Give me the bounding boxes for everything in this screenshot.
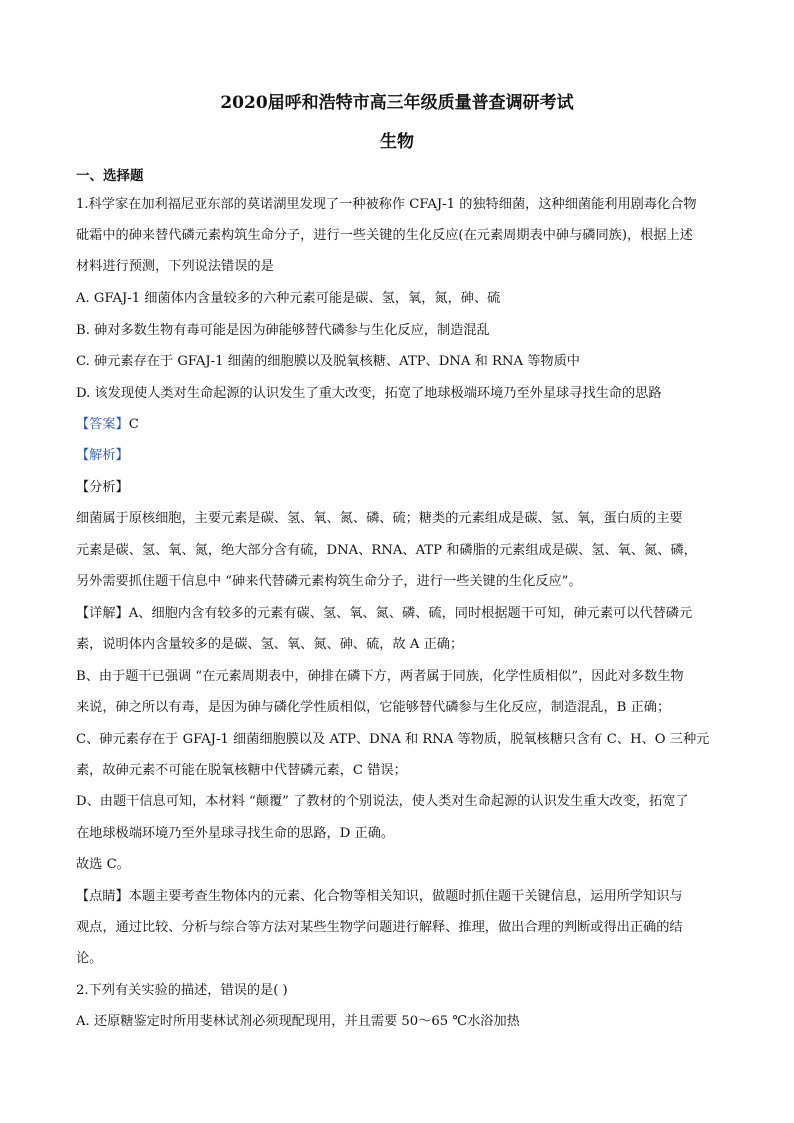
detail-line-8: 在地球极端环境乃至外星球寻找生命的思路，D 正确。	[76, 826, 395, 841]
question-1-option-c: C. 砷元素存在于 GFAJ-1 细菌的细胞膜以及脱氧核糖、ATP、DNA 和 RNA 等物质中	[76, 354, 580, 369]
answer-label: 【答案】	[76, 417, 129, 432]
detail-line-7: D、由题干信息可知，本材料 “颠覆” 了教材的个别说法，使人类对生命起源的认识发生重大改变，拓宽了	[76, 794, 689, 809]
answer-value: C	[128, 417, 139, 432]
exam-title: 2020届呼和浩特市高三年级质量普查调研考试	[220, 93, 574, 113]
analysis-heading: 【分析】	[76, 480, 129, 495]
subject-title: 生物	[380, 132, 414, 152]
tip-line-1: 【点睛】本题主要考查生物体内的元素、化合物等相关知识，做题时抓住题干关键信息，运用所学知识与	[76, 889, 683, 904]
question-1-option-d: D. 该发现使人类对生命起源的认识发生了重大改变，拓宽了地球极端环境乃至外星球寻找生命的思路	[76, 386, 662, 401]
question-1-stem-line-2: 砒霜中的砷来替代磷元素构筑生命分子，进行一些关键的生化反应(在元素周期表中砷与磷同族)，根据上述	[76, 228, 693, 243]
analysis-line-2: 元素是碳、氢、氧、氮，绝大部分含有硫，DNA、RNA、ATP 和磷脂的元素组成是碳、氢、氧、氮、磷，	[76, 543, 697, 558]
analysis-line-3: 另外需要抓住题干信息中 “砷来代替磷元素构筑生命分子，进行一些关键的生化反应”。	[76, 574, 582, 589]
question-1-stem-line-3: 材料进行预测，下列说法错误的是	[76, 259, 274, 274]
detail-line-4: 来说，砷之所以有毒，是因为砷与磷化学性质相似，它能够替代磷参与生化反应，制造混乱，B 正确；	[76, 700, 671, 715]
tip-line-3: 论。	[76, 951, 103, 966]
detail-line-6: 素，故砷元素不可能在脱氧核糖中代替磷元素，C 错误；	[76, 763, 407, 778]
analysis-line-1: 细菌属于原核细胞，主要元素是碳、氢、氧、氮、磷、硫；糖类的元素组成是碳、氢、氧，蛋白质的主要	[76, 511, 683, 526]
question-1-option-a: A. GFAJ-1 细菌体内含量较多的六种元素可能是碳、氢，氧，氮，砷、硫	[76, 291, 501, 306]
answer-line	[76, 416, 726, 434]
question-2-option-a: A. 还原糖鉴定时所用斐林试剂必须现配现用，并且需要 50～65 ℃水浴加热	[76, 1014, 520, 1029]
detail-line-5: C、砷元素存在于 GFAJ-1 细菌细胞膜以及 ATP、DNA 和 RNA 等物质，脱氧核糖只含有 C、H、O 三种元	[76, 732, 710, 747]
analysis-label: 【解析】	[76, 448, 129, 463]
section-heading: 一、选择题	[76, 168, 144, 184]
tip-line-2: 观点，通过比较、分析与综合等方法对某些生物学问题进行解释、推理，做出合理的判断或得出正确的结	[76, 920, 683, 935]
detail-line-3: B、由于题干已强调 “在元素周期表中，砷排在磷下方，两者属于同族，化学性质相似”，因此对多数生物	[76, 669, 684, 684]
choose-line: 故选 C。	[76, 857, 130, 872]
detail-line-2: 素，说明体内含量较多的是碳、氢、氧、氮、砷、硫，故 A 正确；	[76, 637, 464, 652]
detail-line-1: 【详解】A、细胞内含有较多的元素有碳、氢、氧、氮、磷、硫，同时根据题干可知，砷元素可以代替磷元	[76, 606, 693, 621]
question-2-stem: 2.下列有关实验的描述，错误的是( )	[76, 983, 288, 998]
question-1-option-b: B. 砷对多数生物有毒可能是因为砷能够替代磷参与生化反应，制造混乱	[76, 323, 490, 338]
question-1-stem-line-1: 1.科学家在加利福尼亚东部的莫诺湖里发现了一种被称作 CFAJ-1 的独特细菌，这种细菌能利用剧毒化合物	[76, 197, 697, 212]
